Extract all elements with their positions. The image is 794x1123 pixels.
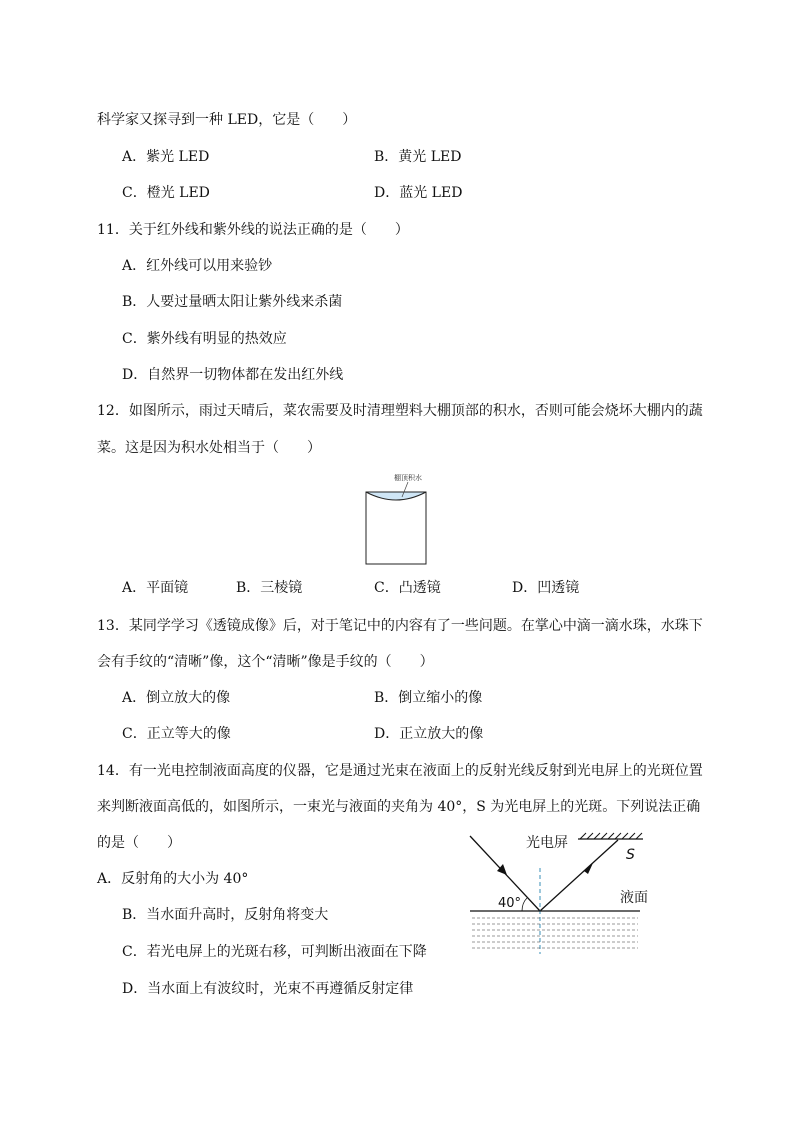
q14-stem-line1: 14．有一光电控制液面高度的仪器，它是通过光束在液面上的反射光线反射到光电屏上的光斑位置 xyxy=(97,763,703,779)
q14-stem-line2: 来判断液面高低的，如图所示，一束光与液面的夹角为 40°，S 为光电屏上的光斑。下列说法正确 xyxy=(97,799,701,815)
figure-label-roof-water: 棚顶积水 xyxy=(394,474,422,482)
reflection-diagram xyxy=(460,826,660,958)
q13-stem-line2: 会有手纹的“清晰”像，这个“清晰”像是手纹的（ ） xyxy=(97,654,434,670)
q13-option-a: A．倒立放大的像 xyxy=(122,690,231,706)
q10-option-d: D．蓝光 LED xyxy=(374,185,463,201)
q12-stem-line1: 12．如图所示，雨过天晴后，菜农需要及时清理塑料大棚顶部的积水，否则可能会烧坏大棚内的蔬 xyxy=(97,403,703,419)
q11-option-b: B．人要过量晒太阳让紫外线来杀菌 xyxy=(122,294,343,310)
greenhouse-outline xyxy=(366,492,426,564)
screen-label: 光电屏 xyxy=(526,835,568,851)
reflected-arrow-head xyxy=(584,863,593,874)
screen-hatching xyxy=(580,833,642,839)
q10-option-a: A．紫光 LED xyxy=(122,149,210,165)
q11-stem: 11．关于红外线和紫外线的说法正确的是（ ） xyxy=(97,222,409,238)
q13-option-d: D．正立放大的像 xyxy=(374,726,484,742)
q14-option-b: B．当水面升高时，反射角将变大 xyxy=(122,907,329,923)
q13-option-c: C．正立等大的像 xyxy=(122,726,231,742)
q12-option-a: A．平面镜 xyxy=(122,580,189,596)
q13-option-b: B．倒立缩小的像 xyxy=(374,690,483,706)
greenhouse-figure xyxy=(358,470,442,568)
q14-stem-line3: 的是（ ） xyxy=(97,835,181,851)
liquid-hatching xyxy=(472,918,638,948)
q12-stem-line2: 菜。这是因为积水处相当于（ ） xyxy=(97,440,321,456)
q10-stem-tail: 科学家又探寻到一种 LED，它是（ ） xyxy=(97,112,357,128)
q11-option-d: D．自然界一切物体都在发出红外线 xyxy=(122,367,344,383)
q14-option-c: C．若光电屏上的光斑右移，可判断出液面在下降 xyxy=(122,944,427,960)
q10-option-b: B．黄光 LED xyxy=(374,149,462,165)
q14-option-d: D．当水面上有波纹时，光束不再遵循反射定律 xyxy=(122,981,414,997)
angle-label: 40° xyxy=(498,896,522,911)
spot-s-label: S xyxy=(626,847,635,863)
q14-option-a: A．反射角的大小为 40° xyxy=(97,871,249,887)
q12-option-b: B．三棱镜 xyxy=(236,580,303,596)
surface-label: 液面 xyxy=(620,890,648,906)
q12-option-d: D．凹透镜 xyxy=(512,580,580,596)
q13-stem-line1: 13．某同学学习《透镜成像》后，对于笔记中的内容有了一些问题。在掌心中滴一滴水珠，水珠下 xyxy=(97,618,703,634)
q12-option-c: C．凸透镜 xyxy=(374,580,441,596)
angle-arc xyxy=(522,898,527,911)
q11-option-a: A．红外线可以用来验钞 xyxy=(122,258,273,274)
q10-option-c: C．橙光 LED xyxy=(122,185,210,201)
q11-option-c: C．紫外线有明显的热效应 xyxy=(122,331,287,347)
